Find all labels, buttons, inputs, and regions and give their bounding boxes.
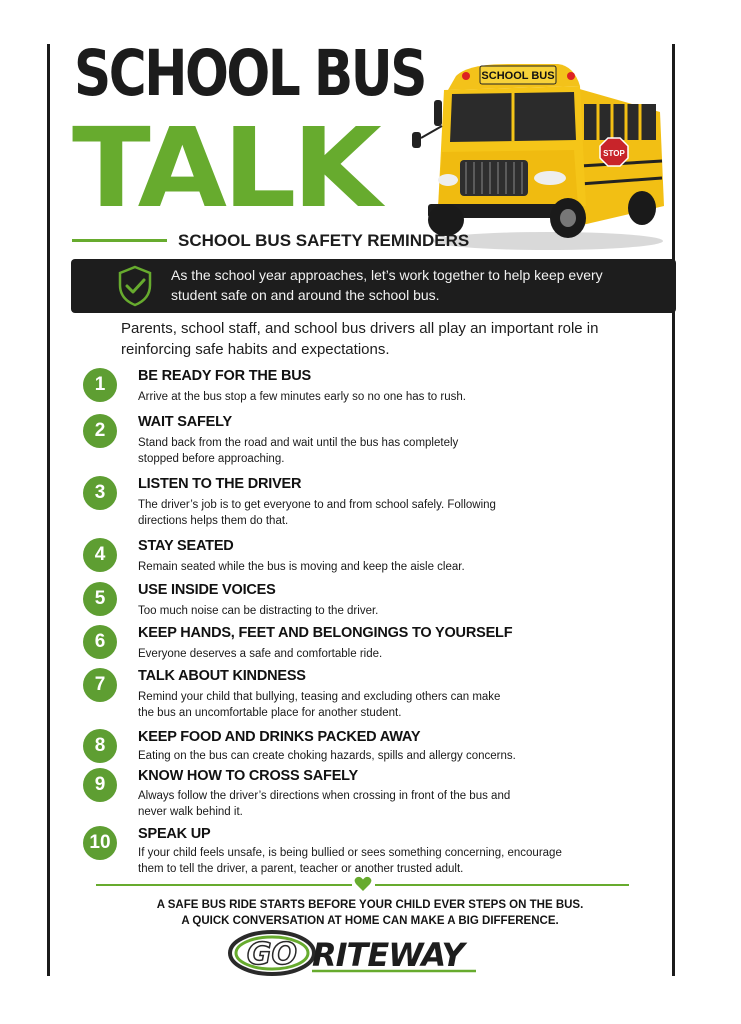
item-title: SPEAK UP	[138, 826, 211, 842]
item-description: Stand back from the road and wait until the bus has completely stopped before approaching.	[138, 437, 459, 465]
item-number: 3	[83, 476, 117, 510]
item-description: If your child feels unsafe, is being bullied or sees something concerning, encourage them to tell the driver, a parent, teacher or another trusted adult.	[138, 847, 562, 875]
item-number: 6	[83, 625, 117, 659]
item-title: LISTEN TO THE DRIVER	[138, 476, 302, 492]
item-number: 10	[83, 826, 117, 860]
title-line-2: TALK	[72, 104, 378, 232]
school-bus-image	[408, 56, 670, 252]
item-title: WAIT SAFELY	[138, 414, 232, 430]
item-number: 8	[83, 729, 117, 763]
item-description: Remain seated while the bus is moving and keep the aisle clear.	[138, 561, 465, 573]
bus-sign-text: SCHOOL BUS	[481, 70, 555, 82]
item-title: BE READY FOR THE BUS	[138, 368, 311, 384]
item-title: KEEP FOOD AND DRINKS PACKED AWAY	[138, 729, 421, 745]
item-number: 4	[83, 538, 117, 572]
goriteway-logo	[226, 928, 496, 976]
item-number: 9	[83, 768, 117, 802]
item-title: TALK ABOUT KINDNESS	[138, 668, 306, 684]
logo-go-text: GO	[246, 937, 298, 972]
logo-riteway-text: RITEWAY	[312, 936, 464, 974]
page-border-left	[47, 44, 50, 976]
page-border-right	[672, 44, 675, 976]
intro-banner	[71, 259, 676, 313]
shield-check-icon	[117, 265, 153, 307]
item-description: The driver’s job is to get everyone to and from school safely. Following directions helps them do that.	[138, 499, 496, 527]
item-number: 5	[83, 582, 117, 616]
item-number: 1	[83, 368, 117, 402]
subtitle: SCHOOL BUS SAFETY REMINDERS	[178, 231, 470, 250]
item-title: USE INSIDE VOICES	[138, 582, 276, 598]
item-description: Remind your child that bullying, teasing and excluding others can make the bus an uncomfortable place for another student.	[138, 691, 501, 719]
item-description: Eating on the bus can create choking hazards, spills and allergy concerns.	[138, 750, 516, 762]
heart-icon	[354, 876, 372, 892]
stop-sign-text: STOP	[603, 149, 625, 158]
item-title: KNOW HOW TO CROSS SAFELY	[138, 768, 358, 784]
item-description: Arrive at the bus stop a few minutes early so no one has to rush.	[138, 391, 466, 403]
item-number: 2	[83, 414, 117, 448]
subtitle-rule	[72, 239, 167, 242]
item-number: 7	[83, 668, 117, 702]
intro-paragraph: Parents, school staff, and school bus drivers all play an important role in reinforcing safe habits and expectations.	[121, 320, 599, 358]
item-description: Too much noise can be distracting to the driver.	[138, 605, 379, 617]
footer-rule-left	[96, 884, 352, 886]
item-description: Everyone deserves a safe and comfortable ride.	[138, 648, 383, 660]
banner-text: As the school year approaches, let’s work together to help keep every student safe on and around the school bus.	[171, 267, 603, 303]
footer-line-2: A QUICK CONVERSATION AT HOME CAN MAKE A BIG DIFFERENCE.	[181, 915, 559, 927]
footer-rule-right	[375, 884, 629, 886]
footer-message	[120, 897, 620, 929]
item-title: KEEP HANDS, FEET AND BELONGINGS TO YOURSELF	[138, 625, 513, 641]
item-description: Always follow the driver’s directions when crossing in front of the bus and never walk behind it.	[138, 790, 511, 818]
item-title: STAY SEATED	[138, 538, 234, 554]
title-line-1: SCHOOL BUS	[74, 37, 426, 110]
footer-line-1: A SAFE BUS RIDE STARTS BEFORE YOUR CHILD EVER STEPS ON THE BUS.	[156, 899, 584, 911]
